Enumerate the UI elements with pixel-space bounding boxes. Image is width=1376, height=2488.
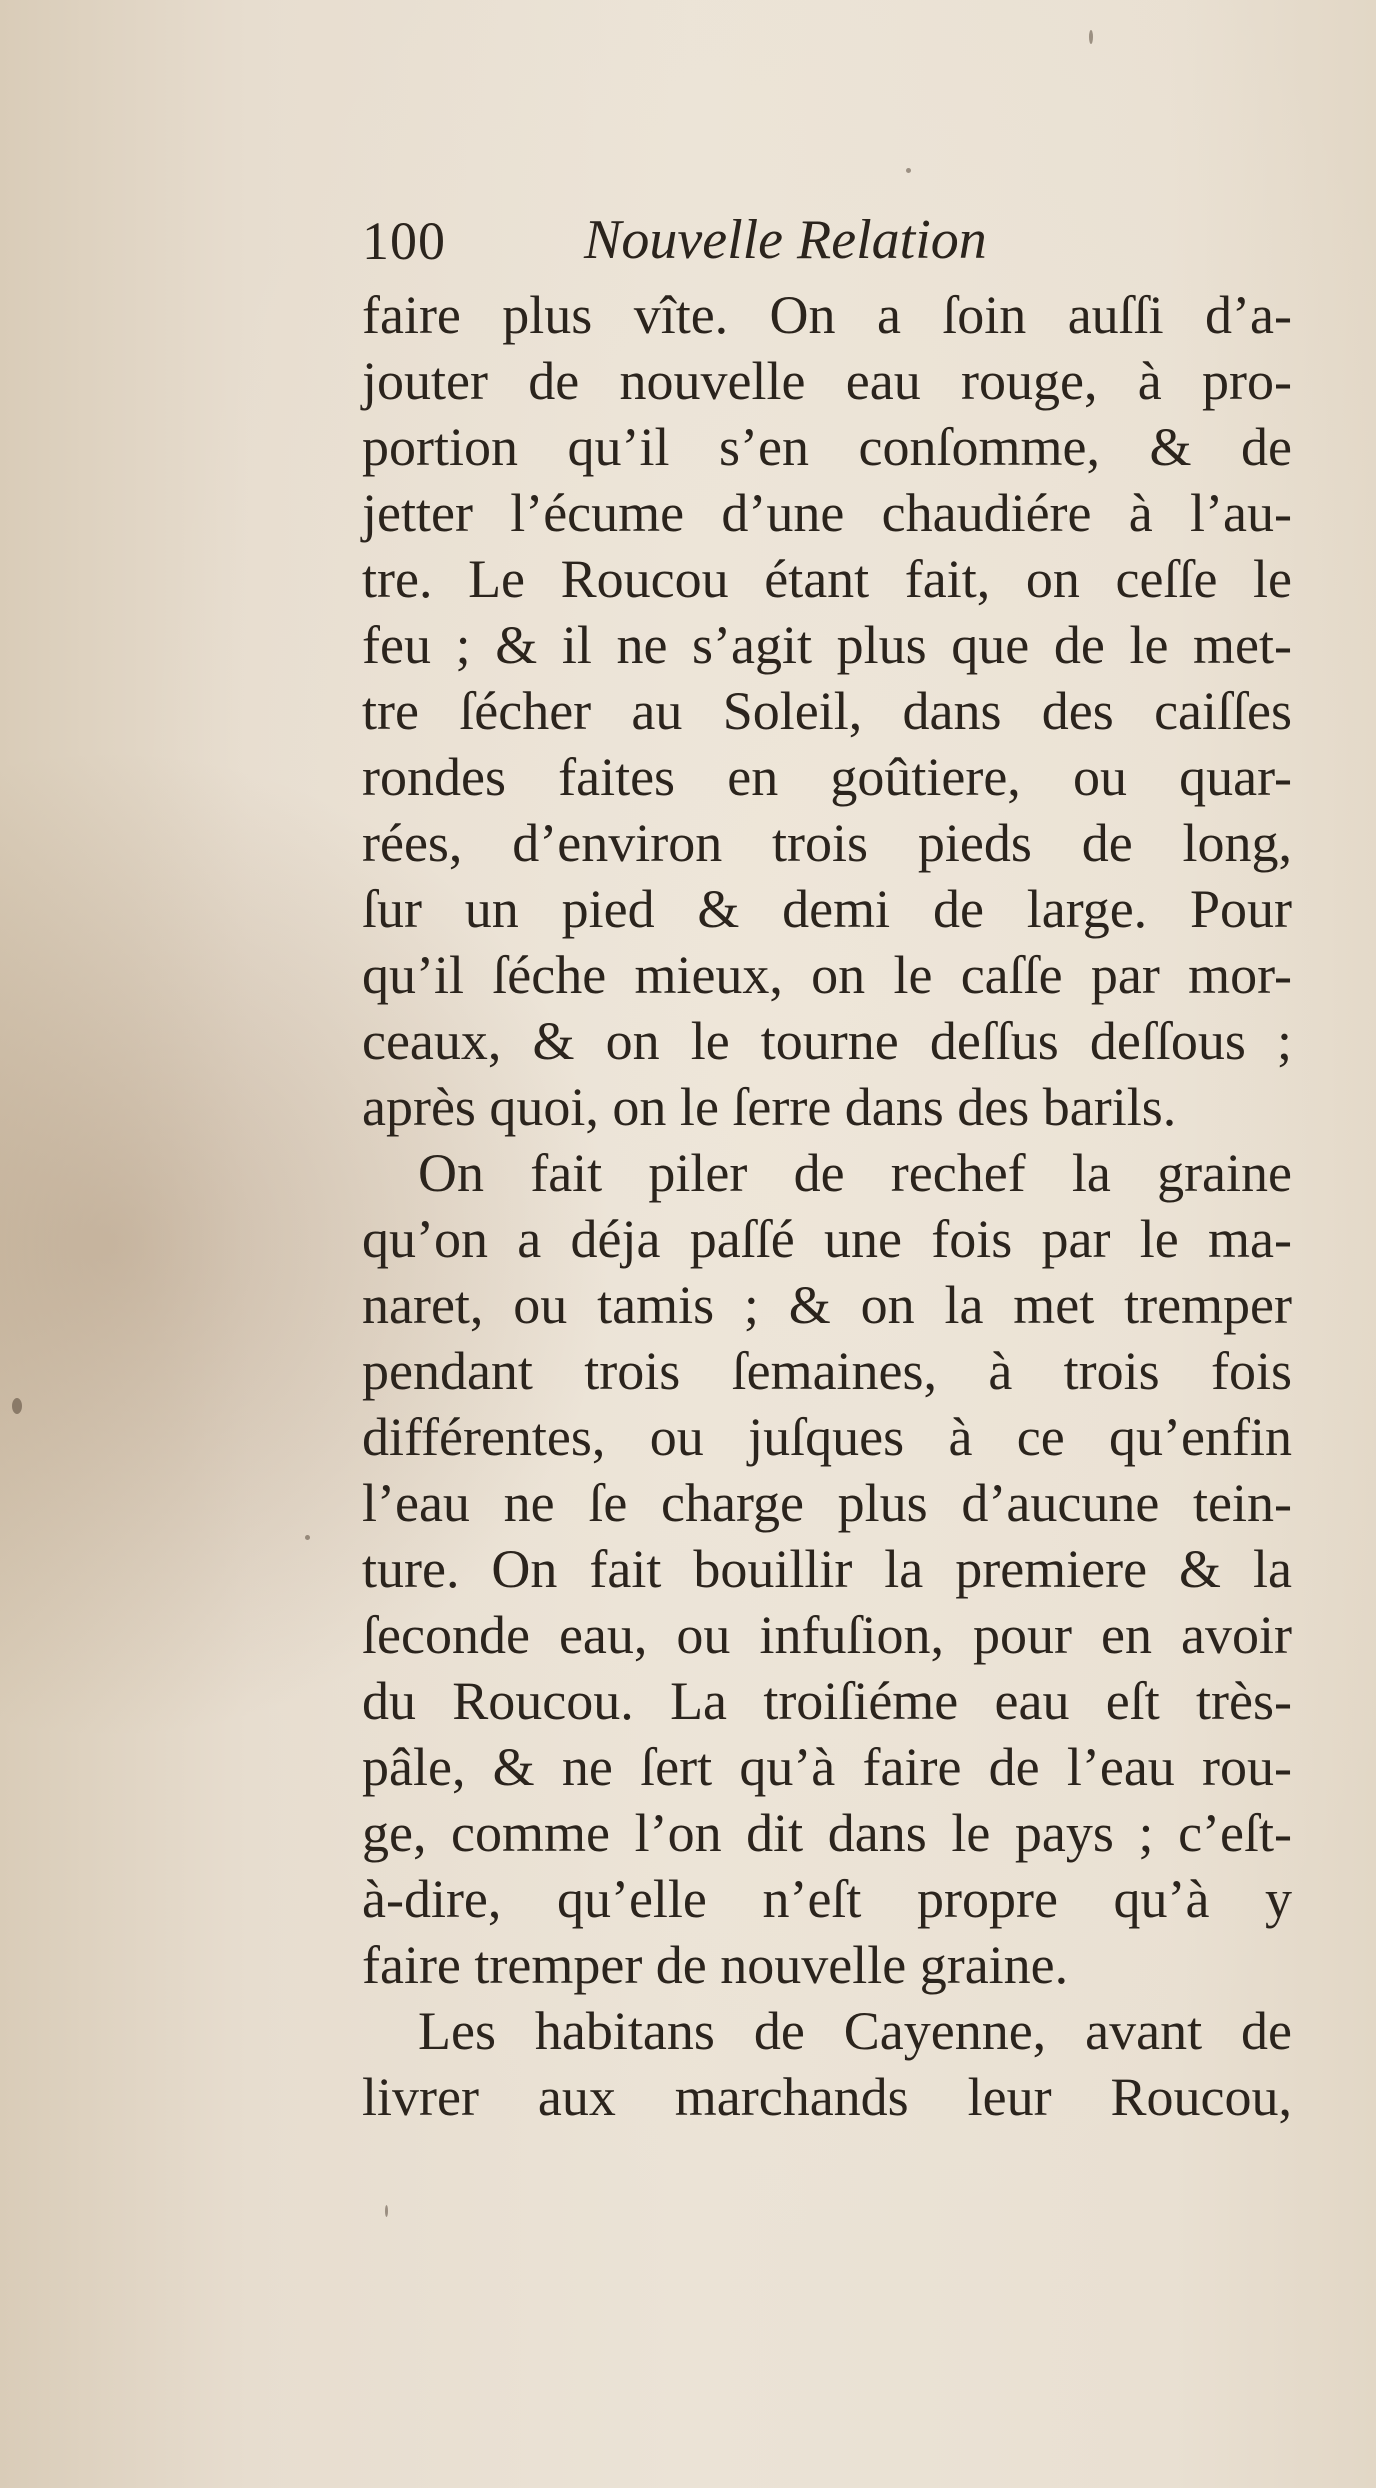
ink-speck bbox=[385, 2205, 388, 2217]
text-line: livrer aux marchands leur Roucou, bbox=[362, 2067, 1292, 2127]
text-line: rées, d’environ trois pieds de long, bbox=[362, 813, 1292, 873]
text-line: faire tremper de nouvelle graine. bbox=[362, 1935, 1069, 1995]
running-header bbox=[362, 210, 1262, 290]
ink-speck bbox=[1089, 30, 1093, 44]
running-title: Nouvelle Relation bbox=[584, 209, 987, 271]
page-number: 100 bbox=[362, 211, 446, 271]
body-text bbox=[362, 282, 1292, 2130]
text-line: rondes faites en goûtiere, ou quar- bbox=[362, 747, 1292, 807]
text-line: Les habitans de Cayenne, avant de bbox=[418, 2001, 1292, 2061]
text-line: du Roucou. La troiſiéme eau eſt très- bbox=[362, 1671, 1292, 1731]
text-line: ſeconde eau, ou infuſion, pour en avoir bbox=[362, 1605, 1292, 1665]
ink-speck bbox=[12, 1398, 22, 1414]
text-line: ge, comme l’on dit dans le pays ; c’eſt- bbox=[362, 1803, 1292, 1863]
ink-speck bbox=[305, 1535, 310, 1540]
text-line: feu ; & il ne s’agit plus que de le met- bbox=[362, 615, 1292, 675]
text-line: jetter l’écume d’une chaudiére à l’au- bbox=[362, 483, 1292, 543]
text-line: On fait piler de rechef la graine bbox=[418, 1143, 1292, 1203]
text-line: jouter de nouvelle eau rouge, à pro- bbox=[362, 351, 1292, 411]
text-line: ceaux, & on le tourne deſſus deſſous ; bbox=[362, 1011, 1292, 1071]
text-line: qu’il ſéche mieux, on le caſſe par mor- bbox=[362, 945, 1292, 1005]
text-line: pâle, & ne ſert qu’à faire de l’eau rou- bbox=[362, 1737, 1292, 1797]
text-line: naret, ou tamis ; & on la met tremper bbox=[362, 1275, 1292, 1335]
ink-speck bbox=[906, 168, 911, 173]
text-line: ture. On fait bouillir la premiere & la bbox=[362, 1539, 1292, 1599]
text-line: pendant trois ſemaines, à trois fois bbox=[362, 1341, 1292, 1401]
text-line: différentes, ou juſques à ce qu’enfin bbox=[362, 1407, 1292, 1467]
text-line: tre. Le Roucou étant fait, on ceſſe le bbox=[362, 549, 1292, 609]
text-line: après quoi, on le ſerre dans des barils. bbox=[362, 1077, 1177, 1137]
text-line: qu’on a déja paſſé une fois par le ma- bbox=[362, 1209, 1292, 1269]
text-line: faire plus vîte. On a ſoin auſſi d’a- bbox=[362, 285, 1292, 345]
text-line: l’eau ne ſe charge plus d’aucune tein- bbox=[362, 1473, 1292, 1533]
text-line: ſur un pied & demi de large. Pour bbox=[362, 879, 1292, 939]
text-line: à-dire, qu’elle n’eſt propre qu’à y bbox=[362, 1869, 1292, 1929]
text-line: portion qu’il s’en conſomme, & de bbox=[362, 417, 1292, 477]
text-line: tre ſécher au Soleil, dans des caiſſes bbox=[362, 681, 1292, 741]
